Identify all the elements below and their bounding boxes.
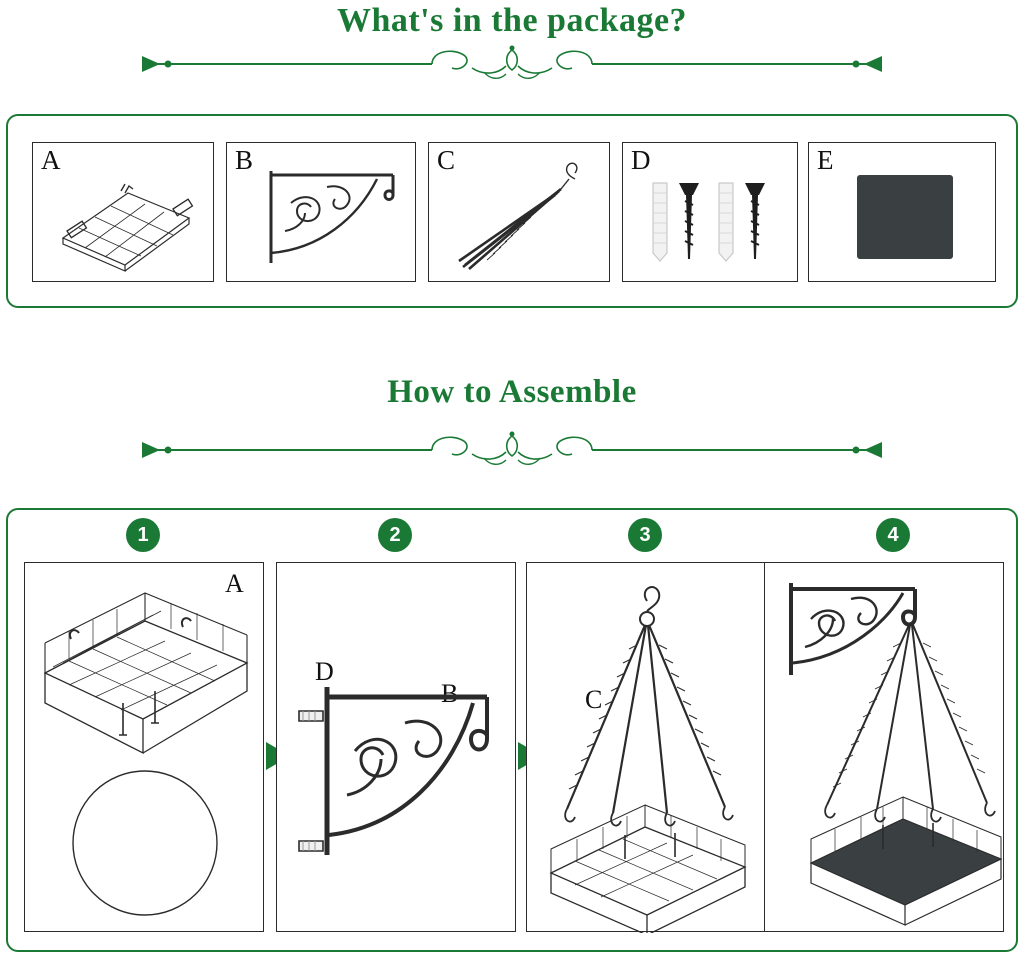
assembly-steps-panel — [6, 508, 1018, 952]
step-1-label-a: A — [225, 569, 244, 598]
part-label-b: B — [235, 145, 254, 175]
part-label-c: C — [437, 145, 456, 175]
step-2-label-b: B — [441, 679, 459, 708]
divider-ornament-top — [132, 42, 892, 86]
page-title-assemble: How to Assemble — [387, 374, 637, 410]
bracket-mount-icon — [277, 563, 515, 931]
screws-and-anchors-icon — [623, 143, 797, 281]
part-cell-d — [622, 142, 798, 282]
step-2-label-d: D — [315, 657, 334, 686]
step-badge-2: 2 — [378, 518, 412, 552]
step-3-label-c: C — [585, 685, 603, 714]
part-label-d: D — [631, 145, 651, 175]
tray-plate-icon — [809, 143, 995, 281]
part-cell-e — [808, 142, 996, 282]
package-contents-panel — [6, 114, 1018, 308]
part-label-a: A — [41, 145, 61, 175]
step-badge-4: 4 — [876, 518, 910, 552]
divider-ornament-bottom — [132, 428, 892, 472]
step-cell-3 — [526, 562, 766, 932]
step-badge-1: 1 — [126, 518, 160, 552]
page-title-package: What's in the package? — [336, 2, 688, 39]
hanging-chain-icon — [429, 143, 609, 281]
step-badge-3: 3 — [628, 518, 662, 552]
step-cell-4 — [764, 562, 1004, 932]
chain-attach-icon — [527, 563, 765, 931]
final-hang-icon — [765, 563, 1003, 931]
wall-bracket-icon — [227, 143, 415, 281]
part-cell-c — [428, 142, 610, 282]
step-cell-1 — [24, 562, 264, 932]
part-cell-b — [226, 142, 416, 282]
wire-basket-icon — [33, 143, 213, 281]
part-cell-a — [32, 142, 214, 282]
step-cell-2 — [276, 562, 516, 932]
basket-assembly-icon — [25, 563, 263, 931]
part-label-e: E — [817, 145, 834, 175]
